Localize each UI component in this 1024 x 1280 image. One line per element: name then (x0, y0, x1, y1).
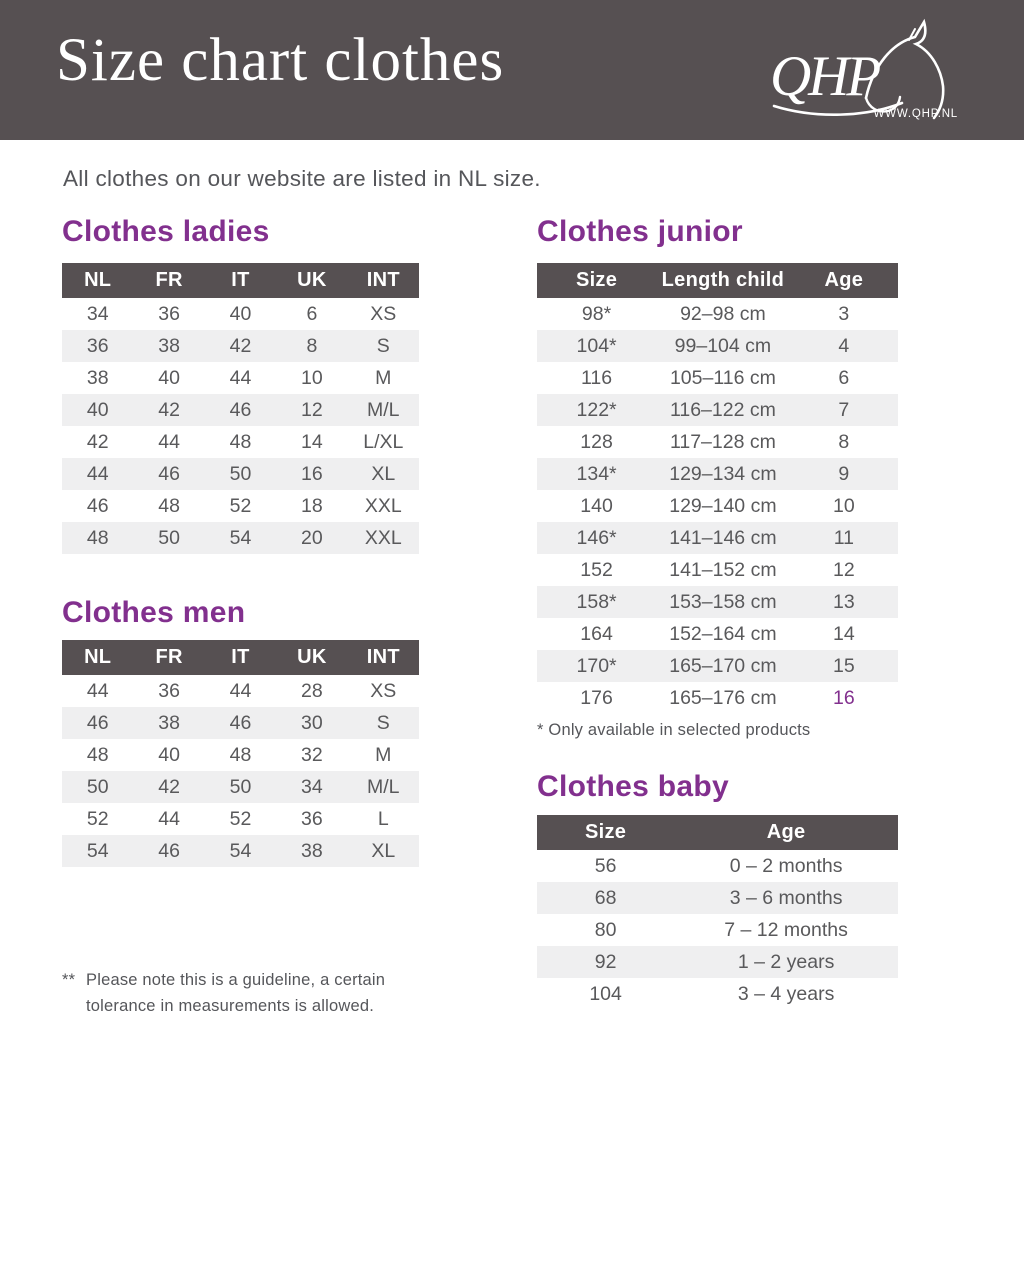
table-cell: 46 (62, 707, 133, 739)
table-cell: 92 (537, 946, 674, 978)
table-cell: 140 (580, 494, 613, 517)
table-cell: 10 (832, 494, 855, 517)
page-title: Size chart clothes (56, 27, 505, 94)
table-row (62, 458, 419, 490)
table-cell: 170* (537, 650, 656, 682)
table-cell: 3 (838, 302, 850, 325)
table-cell: XL (348, 835, 419, 867)
footnote-marker: ** (62, 971, 76, 989)
table-cell: 52 (86, 807, 109, 830)
table-cell: 7 (790, 394, 898, 426)
table-cell: 52 (229, 807, 252, 830)
table-cell: 44 (62, 458, 133, 490)
table-row (537, 458, 898, 490)
table-cell: L/XL (363, 430, 404, 453)
table-row (537, 426, 898, 458)
section-heading-baby: Clothes baby (537, 770, 729, 803)
table-cell: 129–140 cm (669, 494, 777, 517)
guideline-footnote (62, 968, 414, 1019)
table-cell: 153–158 cm (656, 586, 790, 618)
table-row (62, 330, 419, 362)
junior-size-table (537, 263, 898, 714)
table-row (537, 330, 898, 362)
table-row (537, 394, 898, 426)
table-row (537, 946, 898, 978)
table-cell: S (348, 330, 419, 362)
table-cell: 8 (276, 330, 347, 362)
section-heading-junior: Clothes junior (537, 215, 743, 248)
table-cell: 46 (133, 458, 204, 490)
table-cell: 4 (790, 330, 898, 362)
table-row (537, 522, 898, 554)
table-cell: 52 (229, 494, 252, 517)
table-cell: 18 (301, 494, 323, 517)
size-table (62, 640, 419, 867)
table-cell: 44 (229, 366, 252, 389)
table-cell: 48 (158, 494, 180, 517)
table-row (62, 362, 419, 394)
table-row (62, 426, 419, 458)
table-cell: 50 (205, 771, 276, 803)
table-cell: 40 (158, 366, 180, 389)
table-cell: 165–176 cm (669, 686, 777, 709)
table-cell: 12 (276, 394, 347, 426)
table-cell: 122* (537, 394, 656, 426)
table-row (537, 298, 898, 330)
table-cell: 98* (581, 302, 612, 325)
intro-text: All clothes on our website are listed in NL size. (63, 166, 541, 191)
header-band (0, 0, 1024, 140)
table-cell: 99–104 cm (656, 330, 790, 362)
table-cell: 36 (62, 330, 133, 362)
table-row (62, 298, 419, 330)
table-cell: 16 (832, 686, 855, 709)
table-cell: 134* (537, 458, 656, 490)
table-row (62, 522, 419, 554)
table-row (62, 675, 419, 707)
table-cell: XL (348, 458, 419, 490)
table-cell: 20 (276, 522, 347, 554)
table-row (62, 490, 419, 522)
section-heading-ladies: Clothes ladies (62, 215, 270, 248)
table-cell: 56 (594, 854, 617, 877)
table-cell: 68 (537, 882, 674, 914)
table-cell: XS (370, 302, 397, 325)
table-cell: 42 (133, 771, 204, 803)
table-cell: 10 (301, 366, 323, 389)
table-cell: 11 (790, 522, 898, 554)
table-cell: 12 (832, 558, 855, 581)
column-header: INT (348, 640, 419, 675)
table-cell: 116 (581, 366, 613, 389)
table-cell: 92–98 cm (680, 302, 766, 325)
table-cell: 1 – 2 years (674, 946, 898, 978)
table-cell: 3 – 4 years (737, 982, 835, 1005)
table-row (62, 394, 419, 426)
footnote-text: Please note this is a guideline, a certain tolerance in measurements is allowed. (86, 971, 386, 1015)
table-cell: 38 (133, 707, 204, 739)
table-row (537, 850, 898, 882)
column-header: Size (537, 815, 674, 850)
table-cell: 165–170 cm (656, 650, 790, 682)
table-cell: 54 (62, 835, 133, 867)
table-cell: 15 (790, 650, 898, 682)
table-cell: 42 (86, 430, 109, 453)
table-cell: 36 (158, 302, 180, 325)
table-cell: XXL (364, 494, 402, 517)
table-row (537, 362, 898, 394)
table-cell: 3 – 6 months (674, 882, 898, 914)
table-cell: 48 (86, 743, 109, 766)
table-cell: 46 (205, 394, 276, 426)
column-header: Size (537, 263, 656, 298)
table-row (62, 739, 419, 771)
table-cell: 54 (205, 835, 276, 867)
table-cell: M/L (348, 394, 419, 426)
table-cell: 34 (86, 302, 109, 325)
table-cell: 46 (133, 835, 204, 867)
table-cell: XS (370, 679, 397, 702)
size-table (62, 263, 419, 554)
table-cell: 0 – 2 months (729, 854, 843, 877)
column-header: NL (62, 640, 133, 675)
table-cell: 104 (589, 982, 622, 1005)
baby-size-table (537, 815, 898, 1010)
table-cell: 117–128 cm (669, 430, 776, 453)
table-cell: 38 (133, 330, 204, 362)
table-cell: 141–152 cm (669, 558, 777, 581)
table-cell: 129–134 cm (656, 458, 790, 490)
table-cell: 28 (301, 679, 323, 702)
table-cell: 40 (158, 743, 180, 766)
table-row (537, 618, 898, 650)
column-header: INT (348, 263, 419, 298)
table-cell: XXL (348, 522, 419, 554)
table-cell: M/L (348, 771, 419, 803)
table-cell: 50 (205, 458, 276, 490)
table-cell: 36 (158, 679, 180, 702)
table-cell: M (375, 743, 392, 766)
table-cell: 14 (301, 430, 323, 453)
brand-url: WWW.QHP.NL (873, 108, 958, 120)
column-header: UK (276, 640, 347, 675)
table-cell: 176 (580, 686, 613, 709)
column-header: NL (62, 263, 133, 298)
table-row (537, 586, 898, 618)
table-cell: 42 (205, 330, 276, 362)
table-cell: 158* (537, 586, 656, 618)
table-cell: 40 (229, 302, 252, 325)
table-cell: 44 (86, 679, 109, 702)
table-cell: 16 (276, 458, 347, 490)
table-cell: 8 (838, 430, 850, 453)
section-heading-men: Clothes men (62, 596, 246, 629)
table-cell: 9 (790, 458, 898, 490)
table-row (537, 554, 898, 586)
table-cell: 44 (158, 807, 180, 830)
table-cell: 80 (594, 918, 617, 941)
column-header: Length child (656, 263, 790, 298)
table-cell: 116–122 cm (656, 394, 790, 426)
column-header: IT (205, 263, 276, 298)
table-cell: 104* (537, 330, 656, 362)
table-row (62, 803, 419, 835)
table-cell: 14 (832, 622, 855, 645)
table-cell: 7 – 12 months (724, 918, 848, 941)
table-row (537, 650, 898, 682)
table-cell: 13 (790, 586, 898, 618)
table-cell: 36 (301, 807, 323, 830)
table-cell: 46 (205, 707, 276, 739)
table-cell: 34 (276, 771, 347, 803)
size-table (537, 263, 898, 714)
table-cell: 146* (537, 522, 656, 554)
column-header: Age (790, 263, 898, 298)
column-header: FR (133, 263, 204, 298)
column-header: FR (133, 640, 204, 675)
table-cell: 50 (133, 522, 204, 554)
column-header: IT (205, 640, 276, 675)
column-header: Age (674, 815, 898, 850)
table-cell: 164 (580, 622, 613, 645)
table-cell: L (377, 807, 389, 830)
men-size-table (62, 640, 419, 867)
table-cell: 152–164 cm (669, 622, 777, 645)
brand-wordmark: QHP (770, 45, 879, 108)
ladies-size-table (62, 263, 419, 554)
table-cell: 46 (86, 494, 109, 517)
table-cell: 44 (229, 679, 252, 702)
table-cell: 141–146 cm (656, 522, 790, 554)
column-header: UK (276, 263, 347, 298)
table-cell: 152 (580, 558, 613, 581)
table-cell: 48 (229, 430, 252, 453)
brand-logo (768, 18, 958, 122)
table-cell: 42 (133, 394, 204, 426)
table-cell: 32 (301, 743, 323, 766)
table-cell: 6 (838, 366, 850, 389)
table-cell: M (375, 366, 392, 389)
table-cell: 30 (276, 707, 347, 739)
table-cell: 40 (62, 394, 133, 426)
table-row (537, 682, 898, 714)
table-cell: 6 (306, 302, 318, 325)
table-row (62, 707, 419, 739)
table-cell: 48 (229, 743, 252, 766)
table-row (537, 882, 898, 914)
table-row (537, 914, 898, 946)
size-table (537, 815, 898, 1010)
table-row (537, 490, 898, 522)
junior-footnote: * Only available in selected products (537, 721, 811, 739)
table-cell: 54 (205, 522, 276, 554)
table-cell: S (348, 707, 419, 739)
table-row (537, 978, 898, 1010)
table-cell: 38 (276, 835, 347, 867)
table-cell: 105–116 cm (669, 366, 776, 389)
table-cell: 38 (86, 366, 109, 389)
table-cell: 48 (62, 522, 133, 554)
table-cell: 128 (580, 430, 613, 453)
table-cell: 50 (62, 771, 133, 803)
table-row (62, 835, 419, 867)
table-cell: 44 (158, 430, 180, 453)
table-row (62, 771, 419, 803)
